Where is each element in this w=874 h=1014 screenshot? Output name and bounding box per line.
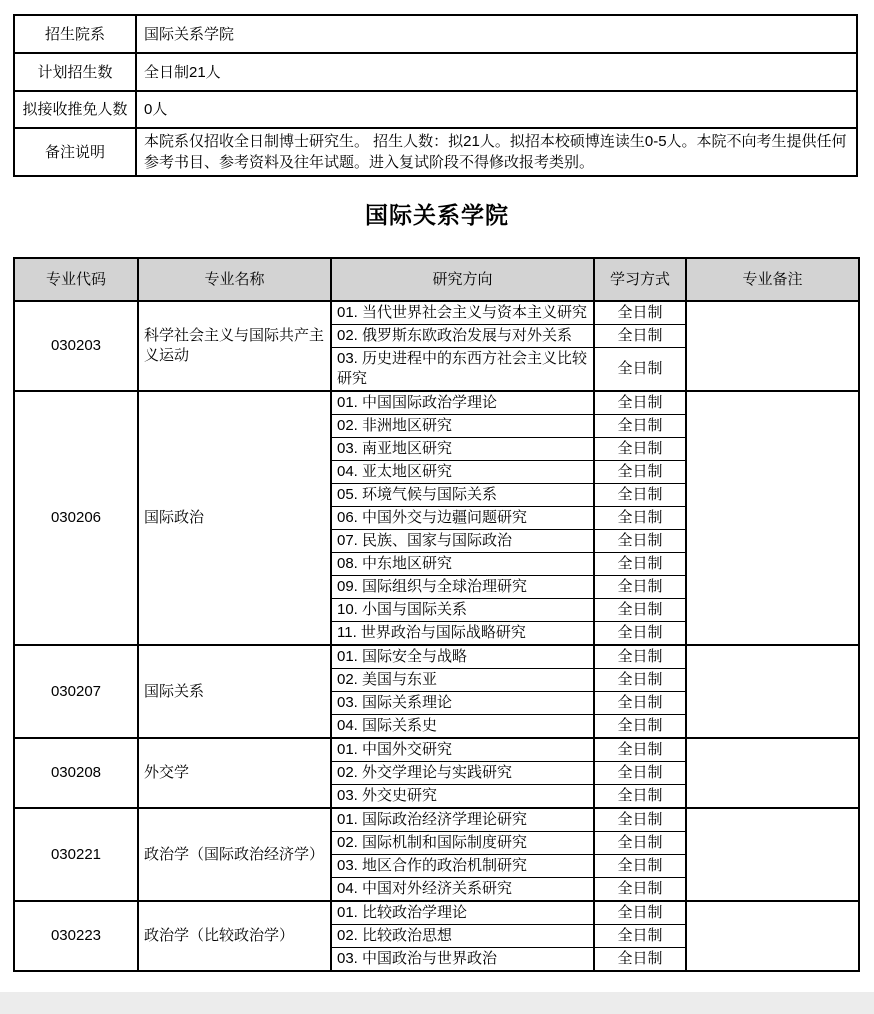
direction-cell: 02. 美国与东亚 [331, 669, 594, 692]
direction-cell: 05. 环境气候与国际关系 [331, 484, 594, 507]
direction-cell: 02. 俄罗斯东欧政治发展与对外关系 [331, 325, 594, 348]
major-code-cell: 030223 [14, 901, 138, 971]
direction-cell: 08. 中东地区研究 [331, 553, 594, 576]
study-mode-cell: 全日制 [594, 948, 686, 972]
column-header-name: 专业名称 [138, 258, 331, 301]
column-header-direction: 研究方向 [331, 258, 594, 301]
direction-cell: 03. 中国政治与世界政治 [331, 948, 594, 972]
info-label: 招生院系 [14, 15, 136, 53]
major-code-cell: 030203 [14, 301, 138, 391]
study-mode-cell: 全日制 [594, 622, 686, 646]
major-code-cell: 030208 [14, 738, 138, 808]
study-mode-cell: 全日制 [594, 415, 686, 438]
study-mode-cell: 全日制 [594, 438, 686, 461]
study-mode-cell: 全日制 [594, 808, 686, 832]
direction-cell: 10. 小国与国际关系 [331, 599, 594, 622]
study-mode-cell: 全日制 [594, 553, 686, 576]
study-mode-cell: 全日制 [594, 301, 686, 325]
major-code-cell: 030206 [14, 391, 138, 645]
direction-cell: 06. 中国外交与边疆问题研究 [331, 507, 594, 530]
major-code-cell: 030207 [14, 645, 138, 738]
study-mode-cell: 全日制 [594, 325, 686, 348]
study-mode-cell: 全日制 [594, 901, 686, 925]
direction-row [14, 391, 859, 415]
direction-cell: 07. 民族、国家与国际政治 [331, 530, 594, 553]
direction-cell: 03. 外交史研究 [331, 785, 594, 809]
direction-cell: 01. 国际安全与战略 [331, 645, 594, 669]
study-mode-cell: 全日制 [594, 645, 686, 669]
direction-cell: 02. 比较政治思想 [331, 925, 594, 948]
study-mode-cell: 全日制 [594, 461, 686, 484]
study-mode-cell: 全日制 [594, 599, 686, 622]
info-label: 备注说明 [14, 128, 136, 176]
info-row-department [14, 15, 857, 53]
study-mode-cell: 全日制 [594, 576, 686, 599]
direction-cell: 04. 亚太地区研究 [331, 461, 594, 484]
major-name-cell: 科学社会主义与国际共产主义运动 [138, 301, 331, 391]
major-note-cell [686, 808, 859, 901]
direction-cell: 03. 国际关系理论 [331, 692, 594, 715]
direction-cell: 11. 世界政治与国际战略研究 [331, 622, 594, 646]
study-mode-cell: 全日制 [594, 762, 686, 785]
column-header-mode: 学习方式 [594, 258, 686, 301]
info-value: 国际关系学院 [136, 15, 857, 53]
info-label: 计划招生数 [14, 53, 136, 91]
direction-cell: 01. 比较政治学理论 [331, 901, 594, 925]
study-mode-cell: 全日制 [594, 530, 686, 553]
direction-cell: 02. 非洲地区研究 [331, 415, 594, 438]
direction-row [14, 645, 859, 669]
header-row [14, 258, 859, 301]
direction-cell: 02. 国际机制和国际制度研究 [331, 832, 594, 855]
direction-cell: 01. 中国国际政治学理论 [331, 391, 594, 415]
direction-cell: 09. 国际组织与全球治理研究 [331, 576, 594, 599]
info-value: 0人 [136, 91, 857, 128]
direction-row [14, 901, 859, 925]
page-bottom-strip [0, 992, 874, 1014]
major-note-cell [686, 301, 859, 391]
admission-info-table [13, 14, 858, 177]
study-mode-cell: 全日制 [594, 692, 686, 715]
direction-cell: 02. 外交学理论与实践研究 [331, 762, 594, 785]
study-mode-cell: 全日制 [594, 715, 686, 739]
study-mode-cell: 全日制 [594, 348, 686, 392]
direction-cell: 04. 国际关系史 [331, 715, 594, 739]
major-code-cell: 030221 [14, 808, 138, 901]
direction-cell: 01. 中国外交研究 [331, 738, 594, 762]
major-name-cell: 政治学（比较政治学） [138, 901, 331, 971]
direction-row [14, 301, 859, 325]
study-mode-cell: 全日制 [594, 878, 686, 902]
direction-cell: 01. 当代世界社会主义与资本主义研究 [331, 301, 594, 325]
study-mode-cell: 全日制 [594, 391, 686, 415]
major-note-cell [686, 901, 859, 971]
info-value: 全日制21人 [136, 53, 857, 91]
column-header-code: 专业代码 [14, 258, 138, 301]
info-label: 拟接收推免人数 [14, 91, 136, 128]
major-note-cell [686, 645, 859, 738]
direction-cell: 01. 国际政治经济学理论研究 [331, 808, 594, 832]
study-mode-cell: 全日制 [594, 855, 686, 878]
info-row-planned-enrollment [14, 53, 857, 91]
major-note-cell [686, 738, 859, 808]
study-mode-cell: 全日制 [594, 925, 686, 948]
direction-row [14, 738, 859, 762]
major-name-cell: 国际政治 [138, 391, 331, 645]
study-mode-cell: 全日制 [594, 484, 686, 507]
section-title: 国际关系学院 [365, 202, 509, 228]
majors-table-body [14, 301, 859, 971]
direction-cell: 03. 历史进程中的东西方社会主义比较研究 [331, 348, 594, 392]
study-mode-cell: 全日制 [594, 832, 686, 855]
study-mode-cell: 全日制 [594, 507, 686, 530]
major-name-cell: 外交学 [138, 738, 331, 808]
major-name-cell: 政治学（国际政治经济学） [138, 808, 331, 901]
info-value: 本院系仅招收全日制博士研究生。 招生人数：拟21人。拟招本校硕博连读生0-5人。本院不向考生提供任何参考书目、参考资料及往年试题。进入复试阶段不得修改报考类别。 [136, 128, 857, 176]
column-header-note: 专业备注 [686, 258, 859, 301]
direction-row [14, 808, 859, 832]
majors-table-header [14, 258, 859, 301]
study-mode-cell: 全日制 [594, 785, 686, 809]
study-mode-cell: 全日制 [594, 669, 686, 692]
study-mode-cell: 全日制 [594, 738, 686, 762]
info-row-remarks [14, 128, 857, 176]
major-name-cell: 国际关系 [138, 645, 331, 738]
direction-cell: 04. 中国对外经济关系研究 [331, 878, 594, 902]
majors-table [13, 257, 860, 972]
major-note-cell [686, 391, 859, 645]
info-row-recommended-exempt [14, 91, 857, 128]
direction-cell: 03. 南亚地区研究 [331, 438, 594, 461]
direction-cell: 03. 地区合作的政治机制研究 [331, 855, 594, 878]
